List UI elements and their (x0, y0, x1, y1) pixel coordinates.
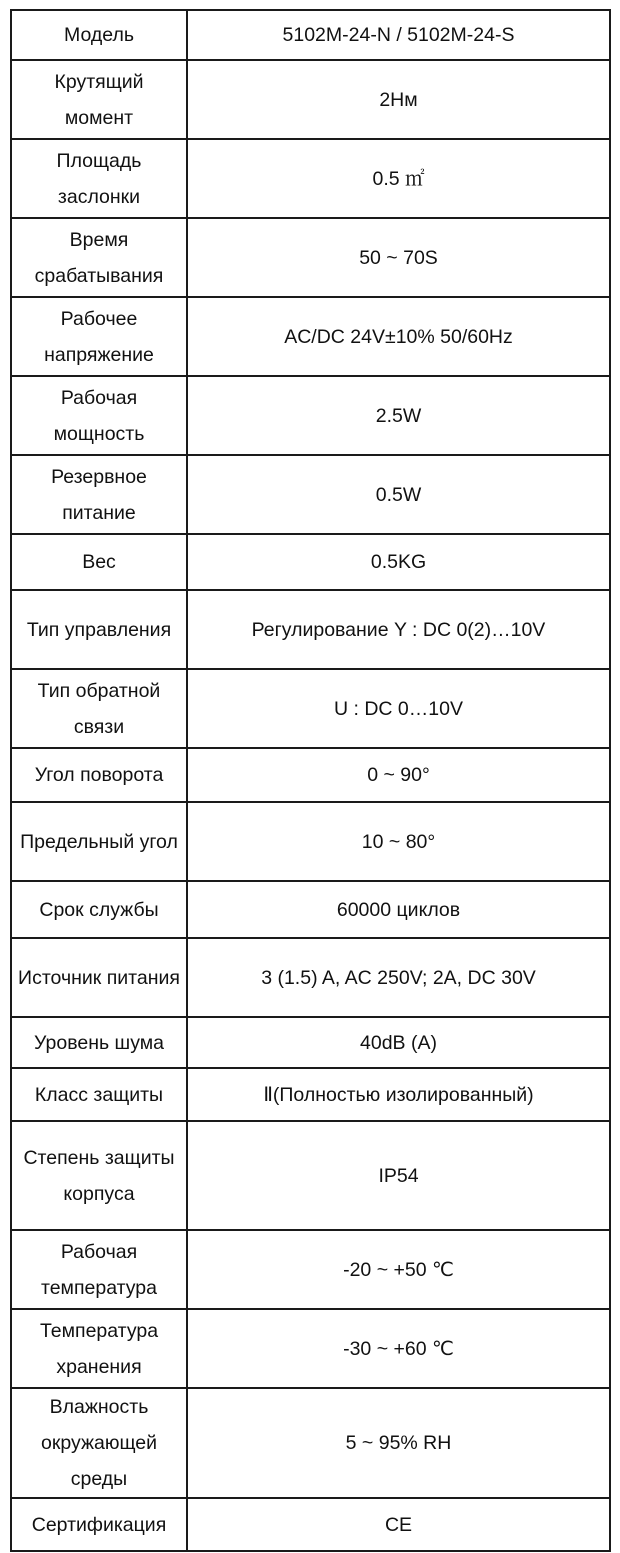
param-name: Резервное питание (11, 455, 187, 534)
param-value: AC/DC 24V±10% 50/60Hz (187, 297, 610, 376)
param-value: Регулирование Y : DC 0(2)…10V (187, 590, 610, 669)
param-value: 0.5KG (187, 534, 610, 590)
param-value: CE (187, 1498, 610, 1551)
param-value: 0.5W (187, 455, 610, 534)
table-row (11, 1121, 610, 1230)
param-name: Влажность окружающей среды (11, 1388, 187, 1498)
param-value: 3 (1.5) A, AC 250V; 2A, DC 30V (187, 938, 610, 1017)
param-value: 0 ~ 90° (187, 748, 610, 802)
param-name: Вес (11, 534, 187, 590)
table-row (11, 1230, 610, 1309)
param-name: Тип обратной связи (11, 669, 187, 748)
param-value: 2Нм (187, 60, 610, 139)
table-row (11, 297, 610, 376)
table-row (11, 1498, 610, 1551)
param-value: 5102M-24-N / 5102M-24-S (187, 10, 610, 60)
param-name: Температура хранения (11, 1309, 187, 1388)
param-value: U : DC 0…10V (187, 669, 610, 748)
param-name: Сертификация (11, 1498, 187, 1551)
param-name: Тип управления (11, 590, 187, 669)
param-name: Уровень шума (11, 1017, 187, 1068)
table-row (11, 1017, 610, 1068)
param-value: -30 ~ +60 ℃ (187, 1309, 610, 1388)
table-row (11, 1068, 610, 1121)
param-value: 0.5 ㎡ (187, 139, 610, 218)
table-row (11, 1388, 610, 1498)
param-name: Степень защиты корпуса (11, 1121, 187, 1230)
table-row (11, 455, 610, 534)
param-name: Класс защиты (11, 1068, 187, 1121)
table-row (11, 376, 610, 455)
table-row (11, 938, 610, 1017)
table-row (11, 881, 610, 938)
param-name: Рабочая температура (11, 1230, 187, 1309)
param-value: 10 ~ 80° (187, 802, 610, 881)
table-row (11, 1309, 610, 1388)
param-value: 50 ~ 70S (187, 218, 610, 297)
param-value: Ⅱ(Полностью изолированный) (187, 1068, 610, 1121)
spec-sheet (10, 9, 609, 1552)
param-name: Срок службы (11, 881, 187, 938)
table-row (11, 748, 610, 802)
param-name: Модель (11, 10, 187, 60)
param-name: Угол поворота (11, 748, 187, 802)
param-name: Рабочая мощность (11, 376, 187, 455)
param-value: 5 ~ 95% RH (187, 1388, 610, 1498)
table-row (11, 669, 610, 748)
spec-table-body (11, 10, 610, 1551)
param-value: IP54 (187, 1121, 610, 1230)
param-value: 40dB (A) (187, 1017, 610, 1068)
param-name: Время срабатывания (11, 218, 187, 297)
param-value: -20 ~ +50 ℃ (187, 1230, 610, 1309)
param-name: Рабочее напряжение (11, 297, 187, 376)
param-name: Источник питания (11, 938, 187, 1017)
table-row (11, 60, 610, 139)
table-row (11, 218, 610, 297)
table-row (11, 534, 610, 590)
table-row (11, 10, 610, 60)
param-name: Площадь заслонки (11, 139, 187, 218)
param-value: 2.5W (187, 376, 610, 455)
spec-table (10, 9, 611, 1552)
table-row (11, 802, 610, 881)
param-name: Крутящий момент (11, 60, 187, 139)
param-name: Предельный угол (11, 802, 187, 881)
table-row (11, 139, 610, 218)
param-value: 60000 циклов (187, 881, 610, 938)
table-row (11, 590, 610, 669)
